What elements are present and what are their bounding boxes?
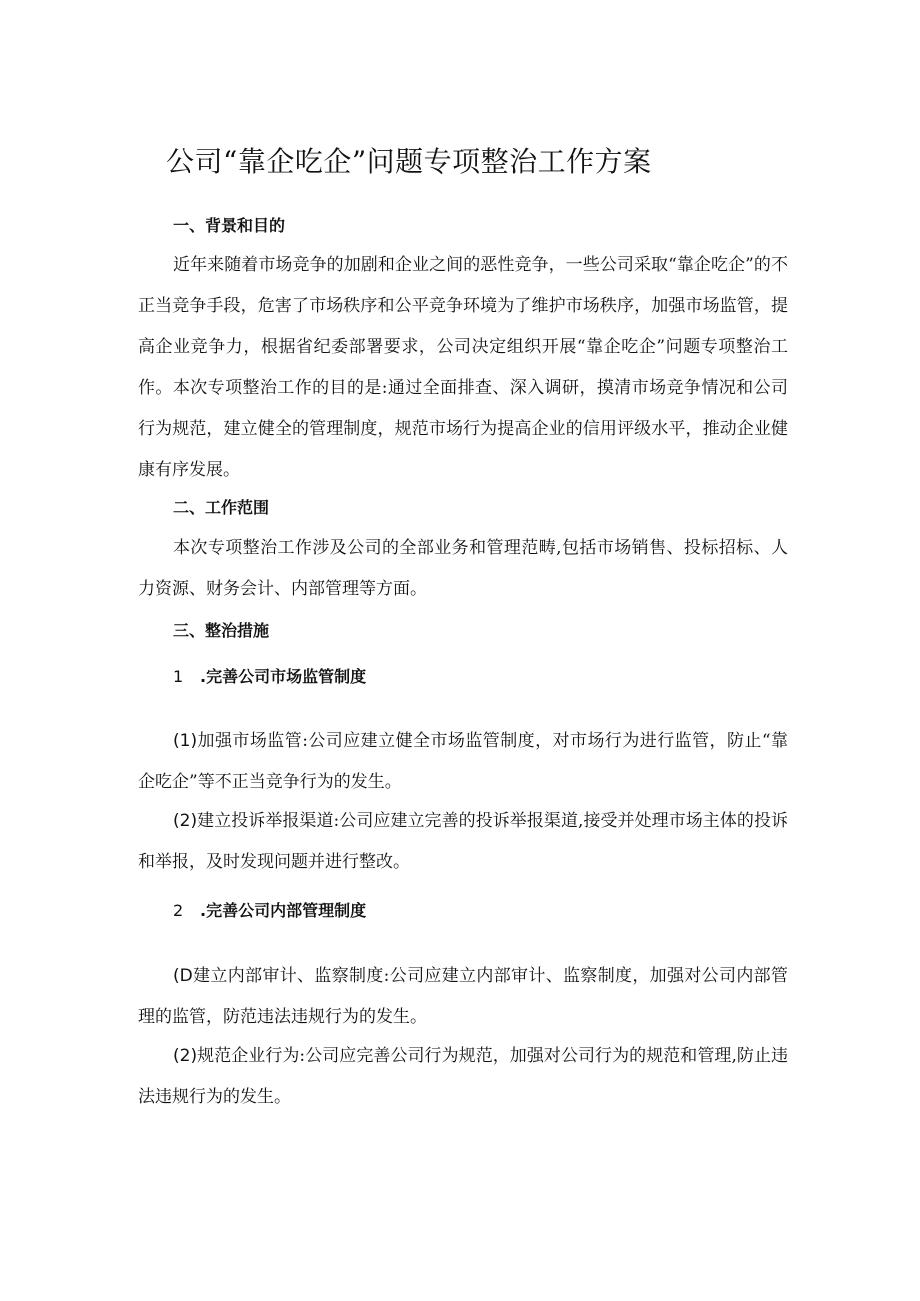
section-paragraph-background: 近年来随着市场竞争的加剧和企业之间的恶性竞争，一些公司采取“靠企吃企”的不正当竞争手段，危害了市场秩序和公平竞争环境为了维护市场秩序，加强市场监管，提高企业竞争力，根据省纪委部署要求，公司决定组织开展“靠企吃企”问题专项整治工作。本次专项整治工作的目的是:通过全面排查、深入调研，摸清市场竞争情况和公司行为规范，建立健全的管理制度，规范市场行为提高企业的信用评级水平，推动企业健康有序发展。 <box>138 255 788 480</box>
item-text: 加强市场监管:公司应建立健全市场监管制度，对市场行为进行监管，防止“靠企吃企”等不正当竞争行为的发生。 <box>138 731 788 792</box>
subsection-number: 1 <box>173 667 184 686</box>
section-heading-measures: 三、整治措施 <box>173 621 270 640</box>
subsection-heading-internal <box>138 897 823 925</box>
item-text: 规范企业行为:公司应完善公司行为规范，加强对公司行为的规范和管理,防止违法违规行为的发生。 <box>138 1046 788 1107</box>
measure-item <box>138 721 788 803</box>
measure-item <box>138 801 788 883</box>
item-text: 建立投诉举报渠道:公司应建立完善的投诉举报渠道,接受并处理市场主体的投诉和举报，及时发现问题并进行整改。 <box>138 811 788 872</box>
item-prefix: (1) <box>173 731 198 751</box>
subsection-heading-market <box>138 663 823 691</box>
item-prefix: (2) <box>173 811 198 831</box>
item-text: 建立内部审计、监察制度:公司应建立内部审计、监察制度，加强对公司内部管理的监管，防范违法违规行为的发生。 <box>138 966 788 1027</box>
measure-item <box>138 1036 788 1118</box>
subsection-number: 2 <box>173 901 184 920</box>
section-heading-scope: 二、工作范围 <box>173 498 270 517</box>
section-heading-background: 一、背景和目的 <box>173 216 286 235</box>
document-title: 公司“靠企吃企”问题专项整治工作方案 <box>166 145 652 178</box>
measure-item <box>138 956 788 1038</box>
section-paragraph-scope: 本次专项整治工作涉及公司的全部业务和管理范畴,包括市场销售、投标招标、人力资源、财务会计、内部管理等方面。 <box>138 538 788 599</box>
subsection-title: .完善公司内部管理制度 <box>200 901 367 920</box>
item-prefix: (2) <box>173 1046 198 1066</box>
item-prefix: (D <box>173 966 193 986</box>
subsection-title: .完善公司市场监管制度 <box>200 667 367 686</box>
